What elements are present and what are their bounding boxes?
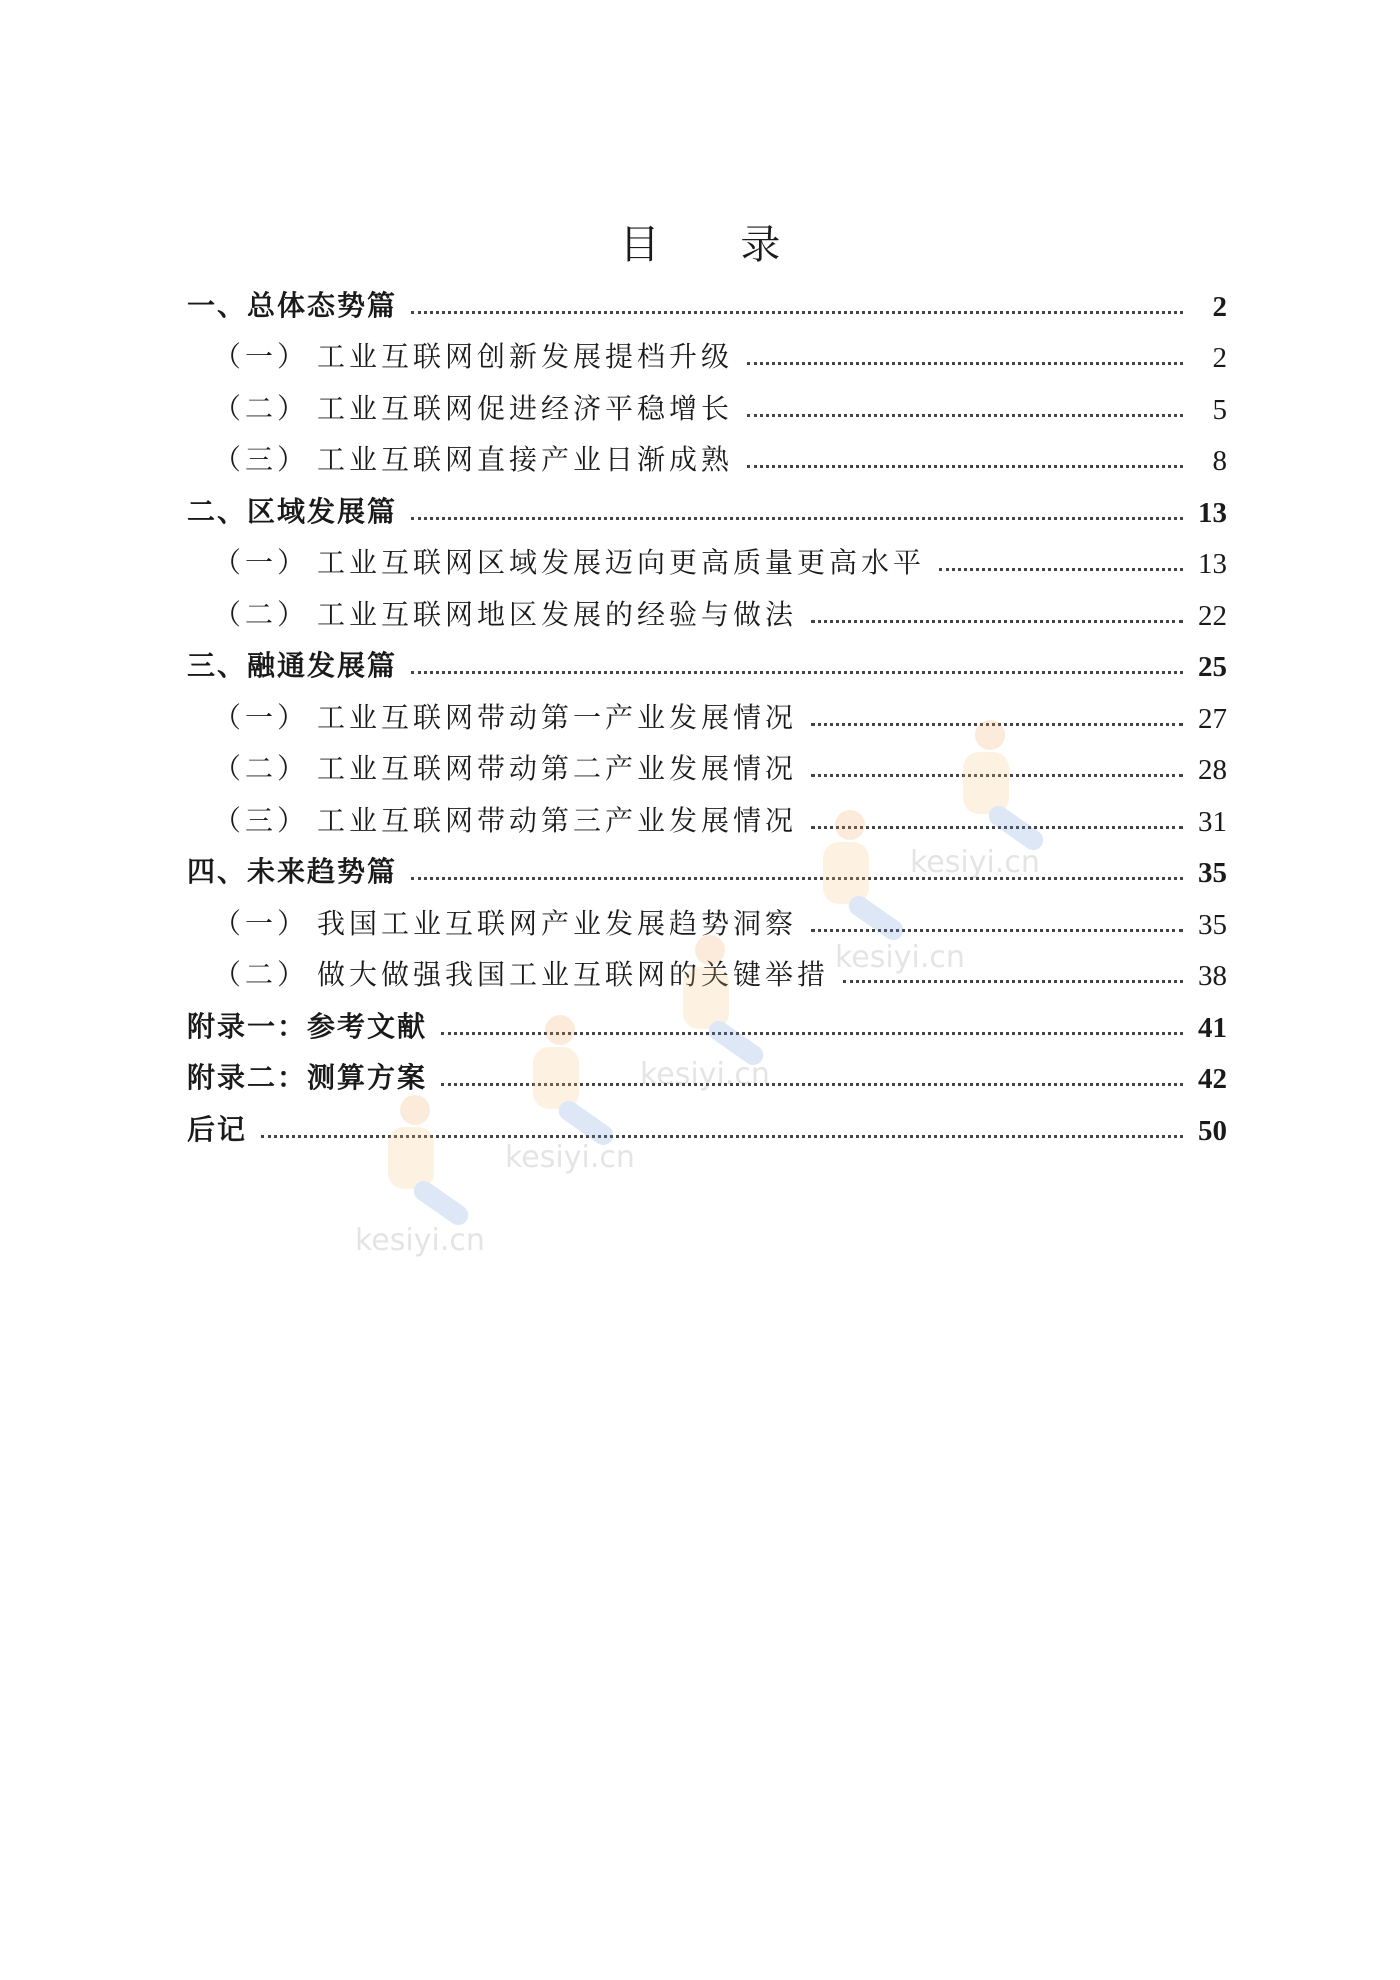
toc-leader-dots: [261, 1135, 1183, 1138]
toc-page-number: 35: [1198, 857, 1227, 889]
toc-entry-prefix: （二）: [213, 597, 310, 631]
toc-entry[interactable]: [187, 993, 1227, 1045]
toc-leader-dots: [843, 980, 1183, 983]
toc-leader-dots: [411, 671, 1183, 674]
toc-leader-dots: [939, 568, 1183, 571]
toc-entry[interactable]: [187, 375, 1227, 427]
toc-entry[interactable]: [187, 736, 1227, 788]
toc-leader-dots: [747, 465, 1183, 468]
toc-leader-dots: [811, 929, 1183, 932]
running-figure-leg: [410, 1177, 472, 1229]
toc-entry[interactable]: [187, 478, 1227, 530]
toc-page-number: 5: [1212, 393, 1227, 426]
toc-entry-prefix: （三）: [213, 803, 310, 837]
toc-entry[interactable]: [187, 942, 1227, 994]
toc-entry[interactable]: [187, 581, 1227, 633]
toc-leader-dots: [747, 362, 1183, 365]
toc-page-number: 13: [1198, 548, 1227, 580]
toc-entry[interactable]: [187, 1096, 1227, 1148]
page-title: 目 录: [619, 221, 815, 268]
toc-entry-label: 工业互联网地区发展的经验与做法: [317, 597, 798, 631]
watermark-text: kesiyi.cn: [835, 940, 965, 975]
toc-entry-label: 四、未来趋势篇: [187, 855, 398, 888]
toc-entry-label: 我国工业互联网产业发展趋势洞察: [317, 906, 798, 940]
toc-entry[interactable]: [187, 839, 1227, 891]
toc-entry[interactable]: [187, 530, 1227, 582]
toc-entry-label: 附录一：参考文献: [187, 1009, 428, 1043]
toc-entry[interactable]: [187, 787, 1227, 839]
toc-entry-label: 工业互联网带动第一产业发展情况: [317, 700, 798, 734]
toc-entry[interactable]: [187, 684, 1227, 736]
toc-leader-dots: [747, 414, 1183, 417]
toc-entry-prefix: （一）: [213, 700, 310, 734]
toc-leader-dots: [811, 723, 1183, 726]
toc-leader-dots: [441, 1032, 1183, 1035]
toc-entry-label: 一、总体态势篇: [187, 288, 398, 322]
toc-page-number: 42: [1198, 1063, 1227, 1095]
toc-entry-prefix: （一）: [213, 906, 310, 940]
toc-entry[interactable]: [187, 890, 1227, 942]
toc-entry[interactable]: [187, 427, 1227, 479]
toc-page-number: 2: [1212, 290, 1227, 323]
toc-entry-prefix: （二）: [213, 958, 310, 991]
toc-entry-prefix: （二）: [213, 752, 310, 785]
toc-page-number: 35: [1198, 908, 1227, 941]
toc-entry[interactable]: [187, 633, 1227, 685]
toc-entry-prefix: （一）: [213, 340, 310, 373]
toc-leader-dots: [811, 620, 1183, 623]
toc-entry-label: 二、区域发展篇: [187, 494, 398, 528]
toc-entry-label: 做大做强我国工业互联网的关键举措: [317, 958, 830, 991]
toc-page-number: 27: [1198, 702, 1227, 735]
toc-page-number: 28: [1198, 754, 1227, 786]
toc-entry[interactable]: [187, 324, 1227, 376]
toc-leader-dots: [411, 311, 1183, 314]
toc-leader-dots: [411, 517, 1183, 520]
toc-page-number: 38: [1198, 960, 1227, 992]
toc-leader-dots: [441, 1083, 1183, 1086]
watermark-text: kesiyi.cn: [910, 845, 1040, 880]
toc-entry-label: 工业互联网直接产业日渐成熟: [317, 443, 734, 476]
toc-entry[interactable]: [187, 1045, 1227, 1097]
toc-entry[interactable]: [187, 272, 1227, 324]
watermark-text: kesiyi.cn: [640, 1057, 770, 1092]
toc-entry-label: 附录二：测算方案: [187, 1061, 428, 1094]
toc-page-number: 31: [1198, 805, 1227, 838]
toc-entry-label: 工业互联网促进经济平稳增长: [317, 391, 734, 425]
toc-page-number: 8: [1212, 445, 1227, 477]
toc-entry-label: 工业互联网带动第三产业发展情况: [317, 803, 798, 837]
toc-entry-prefix: （一）: [213, 546, 310, 579]
watermark-text: kesiyi.cn: [355, 1223, 485, 1258]
toc-entry-label: 后记: [187, 1112, 248, 1146]
toc-page-number: 13: [1198, 496, 1227, 529]
toc-page-number: 2: [1212, 342, 1227, 374]
toc-entry-label: 工业互联网带动第二产业发展情况: [317, 752, 798, 785]
toc-entry-prefix: （二）: [213, 391, 310, 425]
toc-page-number: 22: [1198, 599, 1227, 632]
toc-page-number: 25: [1198, 651, 1227, 683]
toc-leader-dots: [411, 877, 1183, 880]
toc-page-number: 50: [1198, 1114, 1227, 1147]
toc-page-number: 41: [1198, 1011, 1227, 1044]
toc-leader-dots: [811, 826, 1183, 829]
toc-entry-prefix: （三）: [213, 443, 310, 476]
toc-entry-label: 三、融通发展篇: [187, 649, 398, 682]
table-of-contents: [187, 272, 1227, 1148]
toc-entry-label: 工业互联网区域发展迈向更高质量更高水平: [317, 546, 926, 579]
watermark-text: kesiyi.cn: [505, 1140, 635, 1175]
toc-leader-dots: [811, 774, 1183, 777]
toc-entry-label: 工业互联网创新发展提档升级: [317, 340, 734, 373]
